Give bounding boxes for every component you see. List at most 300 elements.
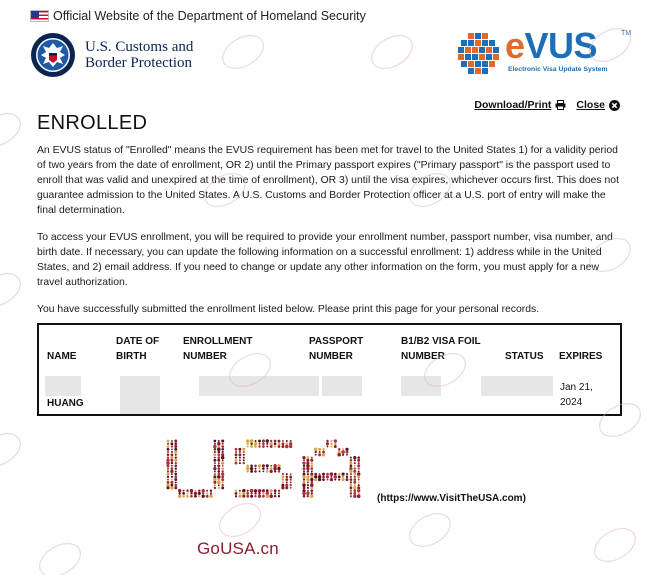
usa-logo-dot — [171, 445, 173, 447]
usa-logo-dot — [214, 470, 216, 472]
evus-globe-icon — [455, 30, 503, 78]
usa-logo-dot — [302, 483, 305, 486]
page-actions — [474, 99, 620, 111]
usa-logo-dot — [171, 484, 174, 487]
usa-logo-dot — [213, 478, 216, 481]
usa-logo-dot — [358, 479, 360, 481]
usa-logo-dot — [302, 461, 305, 464]
usa-logo-dot — [167, 454, 169, 456]
usa-logo-dot — [334, 475, 338, 479]
usa-logo-dot — [314, 475, 317, 478]
usa-logo-dot — [262, 495, 265, 498]
usa-logo-dot — [342, 448, 344, 450]
redacted-enrollment-number — [199, 376, 319, 396]
usa-logo-dot — [318, 448, 321, 451]
usa-logo-dot — [246, 464, 249, 467]
usa-logo-dot — [303, 473, 306, 476]
usa-logo-dot — [222, 481, 224, 483]
usa-logo-dot — [326, 475, 329, 478]
usa-logo-dot — [307, 487, 309, 489]
usa-logo-dot — [353, 456, 356, 459]
usa-logo-dot — [353, 481, 356, 484]
usa-logo-dot — [354, 459, 356, 461]
usa-logo-dot — [218, 445, 221, 448]
usa-logo-dot — [246, 495, 249, 498]
usa-logo-dot — [254, 440, 256, 442]
usa-logo-dot — [243, 454, 245, 456]
usa-logo-dot — [303, 467, 306, 470]
usa-logo-dot — [346, 454, 348, 456]
usa-logo-dot — [277, 467, 280, 470]
usa-logo-dot — [243, 451, 245, 453]
usa-logo-dot — [358, 484, 360, 486]
usa-logo-dot — [338, 473, 340, 475]
usa-logo-dot — [266, 470, 269, 473]
usa-logo-dot — [282, 473, 284, 475]
usa-logo-dot — [170, 456, 173, 459]
usa-logo-dot — [167, 451, 169, 453]
download-print-link[interactable] — [474, 99, 566, 111]
gov-banner — [30, 9, 366, 23]
usa-logo-dot — [353, 492, 356, 495]
usa-logo-dot — [175, 457, 177, 459]
watermark-stamp — [589, 522, 641, 568]
usa-logo-dot — [274, 440, 277, 443]
redacted-passport-number — [322, 376, 362, 396]
usa-logo-dot — [334, 439, 337, 442]
usa-logo-dot — [174, 484, 177, 487]
usa-logo-dot — [330, 478, 333, 481]
usa-logo-dot — [286, 443, 289, 446]
usa-logo-dot — [217, 478, 220, 481]
usa-logo-dot — [246, 492, 249, 495]
usa-logo-dot — [174, 476, 177, 479]
usa-logo-dot — [221, 445, 224, 448]
usa-logo-dot — [354, 467, 356, 469]
usa-logo-dot — [214, 448, 217, 451]
usa-logo-dot — [235, 451, 237, 453]
usa-logo-dot — [239, 462, 241, 464]
usa-logo-dot — [187, 492, 189, 494]
usa-logo-dot — [315, 451, 317, 453]
usa-logo-dot — [217, 475, 220, 478]
usa-logo-dot — [167, 445, 170, 448]
usa-logo-dot — [222, 465, 224, 467]
usa-logo-dot — [222, 470, 224, 472]
usa-logo-dot — [167, 456, 169, 458]
usa-logo-dot — [270, 440, 272, 442]
usa-logo-dot — [218, 467, 221, 470]
usa-logo-dot — [202, 489, 205, 492]
usa-logo-dot — [278, 440, 281, 443]
usa-logo-dot — [303, 487, 306, 490]
usa-logo-dot — [262, 464, 265, 467]
page-title: ENROLLED — [37, 112, 148, 134]
usa-logo-dot — [171, 459, 174, 462]
submission-confirmation: You have successfully submitted the enrollment listed below. Please print this page for your personal records. — [37, 304, 540, 315]
usa-logo-dot — [171, 476, 173, 478]
usa-logo-dot — [250, 492, 252, 494]
usa-logo-dot — [334, 473, 337, 476]
usa-logo-dot — [278, 495, 280, 497]
close-label: Close — [576, 99, 605, 111]
usa-logo-dot — [170, 442, 173, 445]
usa-logo-dot — [350, 459, 353, 462]
usa-logo-dot — [167, 467, 169, 469]
header-passport-line1: PASSPORT — [309, 336, 364, 347]
usa-logo-dot — [218, 451, 221, 454]
usa-logo-dot — [246, 470, 248, 472]
usa-logo-dot — [262, 489, 265, 492]
usa-logo-dot — [178, 495, 181, 498]
header-visa-line1: B1/B2 VISA FOIL — [401, 336, 481, 347]
usa-logo-dot — [358, 462, 360, 464]
usa-logo-dot — [273, 467, 276, 470]
usa-logo-dot — [217, 470, 220, 473]
usa-logo-dot — [353, 473, 356, 476]
cbp-name-line1: U.S. Customs and — [85, 39, 194, 55]
usa-logo-dot — [278, 442, 281, 445]
close-button[interactable] — [576, 99, 620, 111]
usa-logo-dot — [190, 489, 193, 492]
usa-logo-dot — [206, 495, 209, 498]
usa-logo-dot — [314, 448, 317, 451]
usa-logo-dot — [338, 478, 340, 480]
usa-logo-dot — [175, 454, 177, 456]
usa-logo-dot — [302, 492, 306, 496]
enrollment-table — [37, 323, 622, 416]
usa-logo-dot — [322, 476, 325, 479]
usa-logo-dot — [194, 490, 196, 492]
usa-logo-dot — [235, 459, 238, 462]
usa-logo-dot — [350, 487, 353, 490]
usa-logo-dot — [178, 492, 180, 494]
usa-logo-dot — [247, 443, 249, 445]
usa-logo-dot — [282, 481, 284, 483]
usa-logo-dot — [326, 442, 329, 445]
usa-logo-dot — [354, 465, 356, 467]
usa-logo-dot — [290, 484, 292, 486]
usa-logo-dot — [254, 464, 257, 467]
usa-logo-dot — [354, 484, 356, 486]
usa-logo-dot — [353, 478, 356, 481]
usa-logo-dot — [290, 478, 292, 480]
usa-logo-dot — [258, 495, 261, 498]
usa-logo-dot — [218, 462, 220, 464]
usa-logo-dot — [235, 462, 238, 465]
usa-logo-dot — [358, 492, 360, 494]
usa-logo-dot — [221, 448, 224, 451]
evus-wordmark-e: e — [505, 25, 525, 66]
usa-logo-dot — [342, 473, 345, 476]
usa-logo-dot — [171, 462, 173, 464]
usa-logo-dot — [171, 465, 173, 467]
usa-logo-dot — [266, 495, 269, 498]
status-explanation: An EVUS status of "Enrolled" means the EVUS requirement has been met for travel to the United States 1) for a validity period of two years from the date of enrollment, OR 2) until the Primary passport expires ("Primary passport" is the passport used to enroll that was valid and unexpired at the time of enrollment), OR 3) until the visa expires, whichever occurs first. This does not guarantee admission to the United States. A U.S. Customs and Border Protection officer at a U.S. port of entry will make the final determination. — [37, 145, 619, 216]
usa-logo-dot — [174, 459, 177, 462]
row-name: HUANG — [47, 398, 84, 409]
usa-logo-dot — [302, 456, 305, 459]
usa-logo-dot — [270, 442, 273, 445]
header-passport-line2: NUMBER — [309, 351, 353, 362]
usa-logo-dot — [341, 450, 345, 454]
usa-logo-dot — [346, 451, 349, 454]
usa-logo-dot — [246, 439, 249, 442]
usa-logo-dot — [214, 484, 216, 486]
usa-logo-dot — [174, 450, 177, 453]
usa-logo-dot — [358, 470, 360, 472]
usa-logo-dot — [326, 440, 328, 442]
usa-logo-dot — [334, 445, 337, 448]
usa-logo-dot — [327, 446, 329, 448]
watermark-stamp — [0, 107, 26, 153]
evus-logo — [455, 25, 635, 78]
usa-logo-dot — [319, 451, 321, 453]
usa-logo-dot — [206, 492, 208, 494]
usa-logo-dot — [282, 478, 284, 480]
usa-logo-dot — [290, 440, 292, 442]
usa-logo-dot — [217, 456, 220, 459]
usa-logo-dot — [310, 495, 313, 498]
usa-logo-dot — [311, 470, 313, 472]
usa-logo-dot — [190, 492, 193, 495]
usa-logo-dot — [290, 481, 292, 483]
access-instructions: To access your EVUS enrollment, you will be required to provide your enrollment number, passport number, visa number, and birth date. If necessary, you can update the following information on a successful enrollment: 1) address while in the United States, and 2) email address. If you need to change or update any other information on the form, you must apply for a new travel authorization. — [37, 232, 613, 288]
usa-logo-dot — [319, 473, 321, 475]
usa-logo-dot — [353, 470, 356, 473]
usa-logo-dot — [254, 445, 257, 448]
usa-logo-dot — [307, 490, 309, 492]
usa-logo-dot — [315, 454, 317, 456]
usa-logo-dot — [186, 490, 188, 492]
usa-logo-dot — [314, 478, 317, 481]
usa-logo-dot — [247, 445, 249, 447]
usa-logo-dot — [254, 495, 256, 497]
usa-logo-dot — [242, 495, 245, 498]
usa-logo-dot — [311, 462, 313, 464]
header-enrollment-line1: ENROLLMENT — [183, 336, 253, 347]
usa-logo-dot — [269, 494, 273, 498]
usa-logo-dot — [338, 476, 341, 479]
usa-logo-dot — [254, 470, 257, 473]
header-visa-line2: NUMBER — [401, 351, 445, 362]
usa-logo-dot — [286, 473, 288, 475]
usa-logo-dot — [270, 492, 272, 494]
usa-logo-dot — [171, 451, 173, 453]
usa-logo-dot — [310, 464, 313, 467]
watermark-stamp — [34, 537, 86, 575]
usa-logo-dot — [322, 451, 325, 454]
usa-logo-dot — [303, 470, 305, 472]
usa-logo-dot — [174, 442, 177, 445]
usa-logo-dot — [281, 486, 284, 489]
redacted-given-name — [45, 376, 81, 396]
usa-logo-dot — [311, 467, 314, 470]
usa-logo-dot — [330, 446, 332, 448]
usa-logo-dot — [303, 478, 305, 480]
usa-logo-dot — [346, 473, 348, 475]
usa-logo-dot — [221, 467, 224, 470]
usa-logo-dot — [239, 451, 241, 453]
usa-logo-dot — [303, 495, 306, 498]
usa-logo-dot — [263, 471, 265, 473]
usa-logo-dot — [243, 459, 245, 461]
usa-logo-dot — [259, 470, 261, 472]
usa-logo-dot — [258, 468, 260, 470]
usa-logo-dot — [270, 470, 273, 473]
usa-logo-dot — [350, 484, 353, 487]
us-flag-icon — [30, 10, 49, 22]
usa-logo-dot — [358, 481, 360, 483]
usa-logo-dot — [174, 464, 177, 467]
usa-logo-dot — [306, 492, 309, 495]
usa-logo-dot — [326, 473, 329, 476]
usa-logo-dot — [311, 487, 314, 490]
usa-logo-dot — [167, 476, 169, 478]
usa-logo-dot — [357, 456, 360, 459]
usa-logo-dot — [357, 459, 360, 462]
usa-logo-dot — [206, 490, 208, 492]
usa-logo-dot — [310, 459, 313, 462]
usa-logo-dot — [266, 464, 269, 467]
usa-logo-dot — [178, 489, 181, 492]
usa-logo-dot — [235, 453, 238, 456]
usa-logo-dot — [357, 486, 360, 489]
usa-logo-dot — [282, 442, 285, 445]
usa-logo-dot — [282, 440, 284, 442]
usa-logo-dot — [310, 481, 313, 484]
usa-logo-dot — [214, 457, 216, 459]
usa-logo-dot — [235, 448, 238, 451]
usa-logo-dot — [174, 448, 177, 451]
usa-logo-dot — [255, 468, 257, 470]
usa-logo-dot — [274, 489, 277, 492]
usa-logo-dot — [281, 484, 284, 487]
usa-logo-dot — [210, 490, 212, 492]
usa-logo-dot — [175, 462, 177, 464]
usa-logo-dot — [167, 464, 170, 467]
usa-logo-dot — [171, 467, 174, 470]
usa-logo-dot — [346, 478, 349, 481]
usa-logo-dot — [214, 443, 216, 445]
usa-logo-dot — [274, 492, 276, 494]
usa-logo-dot — [171, 440, 173, 442]
usa-logo-dot — [322, 448, 324, 450]
usa-logo-dot — [285, 484, 288, 487]
usa-logo-dot — [307, 481, 309, 483]
usa-logo-dot — [350, 481, 352, 483]
usa-logo-dot — [278, 470, 281, 473]
usa-logo-dot — [171, 448, 173, 450]
usa-logo-dot — [242, 492, 245, 495]
usa-logo-dot — [243, 457, 245, 459]
usa-logo-dot — [239, 492, 241, 494]
usa-logo-dot — [322, 453, 325, 456]
usa-logo-dot — [290, 487, 292, 489]
usa-logo-dot — [250, 467, 253, 470]
visit-the-usa-link[interactable]: (https://www.VisitTheUSA.com) — [377, 493, 526, 504]
usa-logo-dot — [350, 478, 353, 481]
usa-logo-dot — [278, 492, 280, 494]
usa-logo-dot — [314, 473, 317, 476]
redacted-status — [481, 376, 553, 396]
usa-logo-dot — [218, 454, 221, 457]
usa-logo-dot — [278, 490, 280, 492]
gov-banner-text: Official Website of the Department of Homeland Security — [53, 9, 366, 23]
usa-logo-dot — [242, 448, 245, 451]
usa-logo-dot — [221, 462, 224, 465]
redacted-dob — [120, 376, 160, 414]
cbp-logo — [30, 32, 193, 78]
usa-logo-dot — [218, 440, 220, 442]
evus-tagline: Electronic Visa Update System — [508, 66, 608, 73]
watermark-stamp — [404, 507, 456, 553]
usa-logo-dot — [303, 465, 305, 467]
usa-logo-dot — [334, 443, 337, 446]
usa-dotted-logo — [165, 438, 370, 528]
evus-wordmark-rest: VUS — [524, 25, 598, 66]
usa-logo-dot — [258, 464, 261, 467]
usa-logo-dot — [350, 457, 352, 459]
usa-logo-dot — [213, 467, 216, 470]
usa-logo-dot — [349, 467, 352, 470]
usa-logo-dot — [357, 494, 361, 498]
usa-logo-dot — [262, 467, 265, 470]
cbp-name — [85, 39, 193, 71]
usa-logo-dot — [353, 486, 356, 489]
usa-logo-dot — [311, 492, 313, 494]
usa-logo-dot — [307, 473, 309, 475]
usa-logo-dot — [285, 486, 288, 489]
cbp-name-line2: Border Protection — [85, 55, 193, 71]
usa-logo-dot — [243, 462, 245, 464]
usa-logo-dot — [330, 440, 332, 442]
usa-logo-dot — [258, 445, 260, 447]
usa-logo-dot — [274, 470, 276, 472]
usa-logo-dot — [250, 464, 253, 467]
usa-logo-dot — [350, 492, 352, 494]
usa-logo-dot — [214, 440, 217, 443]
usa-logo-dot — [214, 473, 216, 475]
usa-logo-dot — [345, 448, 348, 451]
usa-logo-dot — [221, 476, 224, 479]
usa-logo-dot — [167, 470, 169, 472]
usa-logo-dot — [198, 495, 200, 497]
usa-logo-dot — [322, 473, 325, 476]
usa-logo-dot — [330, 443, 332, 445]
usa-logo-dot — [222, 484, 224, 486]
usa-logo-dot — [171, 453, 174, 456]
usa-logo-dot — [221, 478, 224, 481]
usa-logo-dot — [183, 490, 185, 492]
usa-logo-dot — [262, 439, 265, 442]
header-dob-line2: BIRTH — [116, 351, 147, 362]
usa-logo-dot — [358, 468, 360, 470]
usa-logo-dot — [286, 476, 288, 478]
header-expires: EXPIRES — [559, 351, 603, 362]
usa-logo-dot — [182, 495, 185, 498]
usa-logo-dot — [327, 479, 329, 481]
usa-logo-dot — [349, 470, 352, 473]
usa-logo-dot — [266, 439, 269, 442]
usa-logo-dot — [214, 462, 216, 464]
usa-logo-dot — [286, 440, 288, 442]
usa-logo-dot — [235, 490, 237, 492]
usa-logo-dot — [250, 443, 252, 445]
usa-logo-dot — [174, 478, 177, 481]
usa-logo-dot — [198, 492, 201, 495]
usa-logo-dot — [222, 443, 224, 445]
